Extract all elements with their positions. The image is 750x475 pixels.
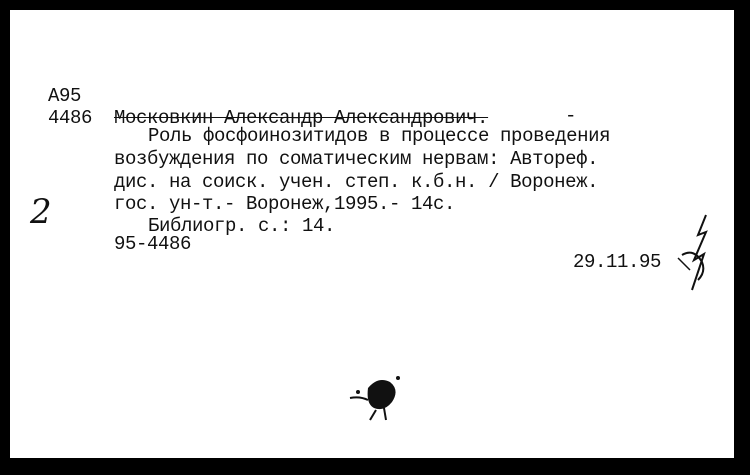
title-line: Роль фосфоинозитидов в процессе проведения xyxy=(148,125,611,147)
bibliography-note: Библиогр. с.: 14. xyxy=(148,215,336,237)
signature-scribble xyxy=(676,210,716,295)
title-line: возбуждения по соматическим нервам: Автореф. xyxy=(114,148,599,170)
inventory-number: 95-4486 xyxy=(114,233,192,255)
author-heading: Московкин Александр Александрович. xyxy=(114,107,489,129)
title-line: дис. на соиск. учен. степ. к.б.н. / Воронеж. xyxy=(114,171,599,193)
stray-dash: - xyxy=(565,105,577,127)
ink-blot-stamp xyxy=(340,368,410,423)
accession-number: 4486 xyxy=(48,107,93,129)
call-number: А95 xyxy=(48,85,82,107)
handwritten-mark: 2 xyxy=(30,192,52,232)
catalog-card xyxy=(10,10,737,458)
title-line: гос. ун-т.- Воронеж,1995.- 14с. xyxy=(114,193,456,215)
card-date: 29.11.95 xyxy=(573,251,662,273)
